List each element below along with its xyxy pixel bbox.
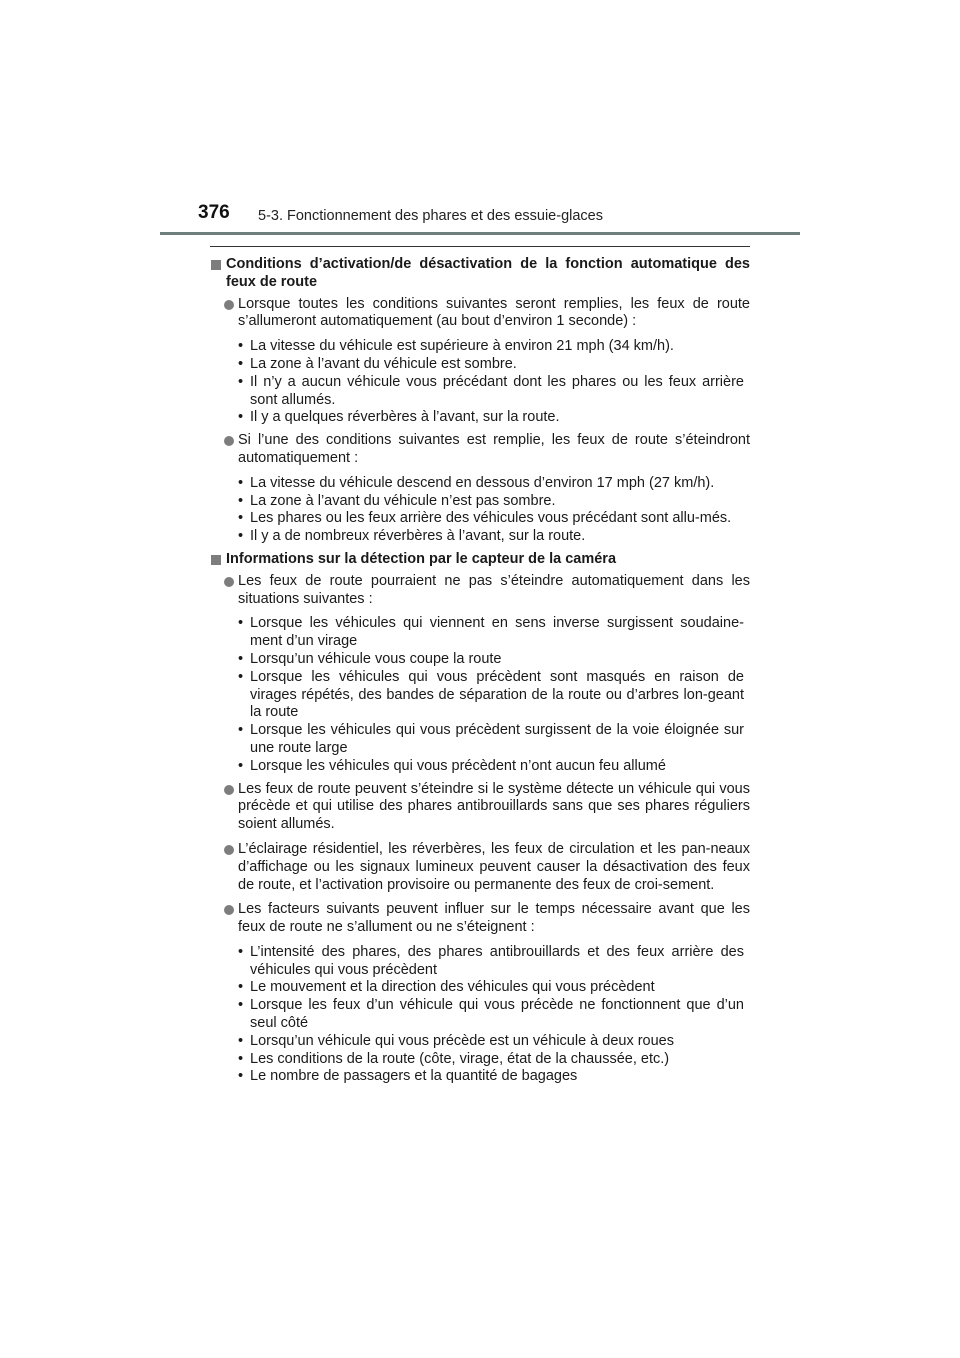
list-item: • Lorsqu’un véhicule qui vous précède est un véhicule à deux roues — [238, 1032, 674, 1049]
header-rule — [160, 232, 800, 235]
list-item: • Lorsque les véhicules qui vous précèdent surgissent de la voie éloignée sur une route large — [238, 722, 744, 756]
info-item — [210, 901, 750, 937]
list-item-text: Les conditions de la route (côte, virage, état de la chaussée, etc.) — [250, 1050, 670, 1067]
list-item-text: Il y a de nombreux réverbères à l’avant, sur la route. — [250, 528, 586, 545]
section-heading — [210, 256, 750, 292]
condition-item — [210, 296, 750, 332]
list-item-text: Lorsqu’un véhicule qui vous précède est un véhicule à deux roues — [250, 1032, 674, 1049]
list-item-text: Il n’y a aucun véhicule vous précédant dont les phares ou les feux arrière sont allumés. — [250, 373, 744, 408]
list-item-text: Lorsque les véhicules qui vous précèdent surgissent de la voie éloignée sur une route large — [250, 722, 744, 756]
list-item-text: La vitesse du véhicule est supérieure à environ 21 mph (34 km/h). — [250, 338, 674, 355]
list-item: • Lorsqu’un véhicule vous coupe la route — [238, 650, 502, 667]
bullet-list — [210, 615, 750, 775]
list-item: • La vitesse du véhicule est supérieure à environ 21 mph (34 km/h). — [238, 338, 674, 355]
info-text: Les facteurs suivants peuvent influer sur le temps nécessaire avant que les feux de route ne s’allument ou ne s’éteignent : — [238, 901, 750, 936]
list-item-text: La zone à l’avant du véhicule est sombre. — [250, 355, 517, 372]
list-item-text: Les phares ou les feux arrière des véhicules vous précédant sont allu-més. — [250, 510, 732, 527]
list-item-text: Lorsque les véhicules qui vous précèdent n’ont aucun feu allumé — [250, 757, 666, 774]
chapter-title: 5-3. Fonctionnement des phares et des essuie-glaces — [258, 208, 603, 224]
bullet-list — [210, 338, 750, 427]
list-item: • Le mouvement et la direction des véhicules qui vous précèdent — [238, 979, 655, 996]
list-item-text: Lorsque les feux d’un véhicule qui vous précède ne fonctionnent que d’un seul côté — [250, 997, 744, 1032]
list-item: • Lorsque les véhicules qui vous précèdent n’ont aucun feu allumé — [238, 757, 666, 774]
condition-text: Lorsque toutes les conditions suivantes seront remplies, les feux de route s’allumeront automatiquement (au bout d’environ 1 seconde) : — [238, 295, 750, 330]
list-item: • Il y a de nombreux réverbères à l’avant, sur la route. — [238, 528, 586, 545]
page-number: 376 — [198, 202, 230, 223]
circle-bullet-icon — [224, 436, 234, 446]
list-item-text: L’intensité des phares, des phares antibrouillards et des feux arrière des véhicules qui vous précèdent — [250, 943, 744, 978]
list-item: • Les phares ou les feux arrière des véhicules vous précédant sont allu-més. — [238, 510, 732, 527]
section-heading — [210, 551, 750, 569]
list-item: • Lorsque les véhicules qui vous précèdent sont masqués en raison de virages répétés, des bandes de séparation de la route ou d’arbres lon-geant la route — [238, 668, 744, 721]
list-item: • Les conditions de la route (côte, virage, état de la chaussée, etc.) — [238, 1050, 670, 1067]
circle-bullet-icon — [224, 845, 234, 855]
info-item — [210, 573, 750, 609]
list-item: • Lorsque les véhicules qui viennent en sens inverse surgissent soudaine-ment d’un virage — [238, 615, 744, 650]
section-heading-text: Conditions d’activation/de désactivation de la fonction automatique des feux de route — [226, 256, 750, 290]
list-item: • Le nombre de passagers et la quantité de bagages — [238, 1068, 578, 1085]
bullet-list — [210, 475, 750, 546]
list-item: • Il y a quelques réverbères à l’avant, sur la route. — [238, 409, 560, 426]
list-item-text: La vitesse du véhicule descend en dessous d’environ 17 mph (27 km/h). — [250, 474, 715, 491]
list-item-text: Lorsque les véhicules qui viennent en sens inverse surgissent soudaine-ment d’un virage — [250, 615, 744, 650]
circle-bullet-icon — [224, 577, 234, 587]
info-item — [210, 841, 750, 894]
content — [210, 256, 750, 1091]
square-bullet-icon — [211, 260, 221, 270]
info-item — [210, 781, 750, 834]
circle-bullet-icon — [224, 300, 234, 310]
list-item: • L’intensité des phares, des phares antibrouillards et des feux arrière des véhicules qui vous précèdent — [238, 943, 744, 978]
list-item-text: Le nombre de passagers et la quantité de bagages — [250, 1068, 578, 1085]
circle-bullet-icon — [224, 785, 234, 795]
bullet-list — [210, 944, 750, 1086]
condition-item — [210, 432, 750, 468]
list-item: • La zone à l’avant du véhicule n’est pas sombre. — [238, 492, 556, 509]
circle-bullet-icon — [224, 905, 234, 915]
square-bullet-icon — [211, 555, 221, 565]
list-item: • Lorsque les feux d’un véhicule qui vous précède ne fonctionnent que d’un seul côté — [238, 997, 744, 1032]
list-item-text: Il y a quelques réverbères à l’avant, sur la route. — [250, 409, 560, 426]
list-item-text: Le mouvement et la direction des véhicules qui vous précèdent — [250, 979, 655, 996]
list-item-text: Lorsque les véhicules qui vous précèdent sont masqués en raison de virages répétés, des bandes de séparation de la route ou d’arbres lon-geant la route — [250, 668, 744, 721]
info-text: L’éclairage résidentiel, les réverbères, les feux de circulation et les pan-neaux d’affichage ou les signaux lumineux peuvent causer la désactivation des feux de route, et l’activation provisoire ou permanente des feux de croi-sement. — [238, 840, 750, 893]
condition-text: Si l’une des conditions suivantes est remplie, les feux de route s’éteindront automatiquement : — [238, 432, 750, 466]
list-item: • La vitesse du véhicule descend en dessous d’environ 17 mph (27 km/h). — [238, 474, 715, 491]
list-item-text: Lorsqu’un véhicule vous coupe la route — [250, 650, 502, 667]
section-heading-text: Informations sur la détection par le capteur de la caméra — [226, 550, 617, 567]
list-item-text: La zone à l’avant du véhicule n’est pas sombre. — [250, 492, 556, 509]
list-item: • La zone à l’avant du véhicule est sombre. — [238, 355, 517, 372]
section-rule — [210, 246, 750, 247]
list-item: • Il n’y a aucun véhicule vous précédant dont les phares ou les feux arrière sont allumés. — [238, 373, 744, 408]
info-text: Les feux de route peuvent s’éteindre si le système détecte un véhicule qui vous précède et qui utilise des phares antibrouillards sans que ses phares réguliers soient allumés. — [238, 780, 750, 833]
info-text: Les feux de route pourraient ne pas s’éteindre automatiquement dans les situations suivantes : — [238, 572, 750, 607]
